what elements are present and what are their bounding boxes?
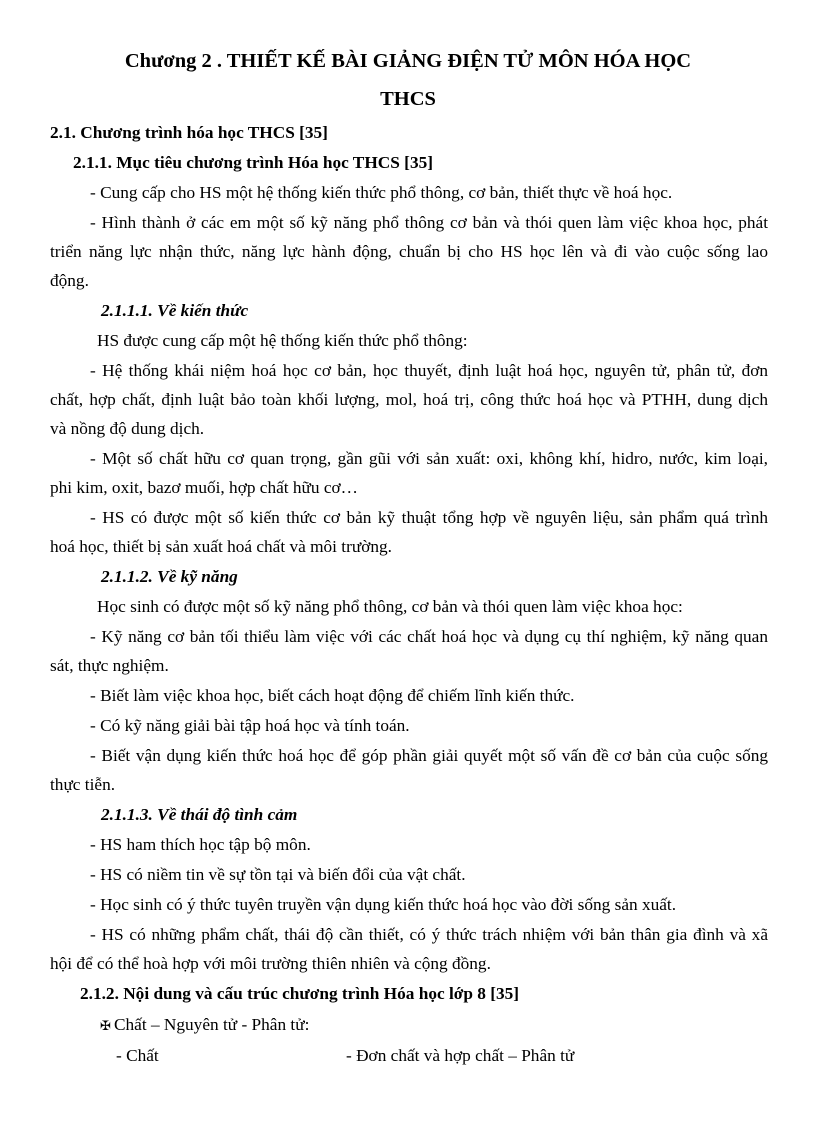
section-heading-2-1: 2.1. Chương trình hóa học THCS [35] bbox=[50, 123, 328, 142]
skills-intro: Học sinh có được một số kỹ năng phổ thông, cơ bản và thói quen làm việc khoa học: bbox=[97, 597, 683, 616]
skills-bullet-4-line-1: - Biết vận dụng kiến thức hoá học để góp phần giải quyết một số vấn đề cơ bản của cuộc sống bbox=[90, 746, 768, 765]
section-heading-2-1-1: 2.1.1. Mục tiêu chương trình Hóa học THCS [35] bbox=[73, 153, 433, 172]
attitude-bullet-4-line-2: hội để có thể hoà hợp với môi trường thiên nhiên và cộng đồng. bbox=[50, 954, 491, 973]
content-item-left: - Chất bbox=[116, 1046, 159, 1065]
attitude-bullet-2: - HS có niềm tin về sự tồn tại và biến đổi của vật chất. bbox=[90, 865, 466, 884]
subheading-knowledge: 2.1.1.1. Về kiến thức bbox=[101, 301, 249, 320]
attitude-bullet-3: - Học sinh có ý thức tuyên truyền vận dụng kiến thức hoá học vào đời sống sản xuất. bbox=[90, 895, 677, 914]
subheading-skills: 2.1.1.2. Về kỹ năng bbox=[101, 567, 238, 586]
skills-bullet-1-line-2: sát, thực nghiệm. bbox=[50, 656, 169, 675]
topic-label: Chất – Nguyên tử - Phân tử: bbox=[114, 1015, 310, 1034]
skills-bullet-3: - Có kỹ năng giải bài tập hoá học và tính toán. bbox=[90, 716, 410, 735]
skills-bullet-4-line-2: thực tiễn. bbox=[50, 775, 116, 794]
knowledge-bullet-1-line-2: chất, hợp chất, định luật bảo toàn khối lượng, mol, hoá trị, công thức hoá học và PTHH, dung dịch bbox=[50, 390, 768, 409]
knowledge-intro: HS được cung cấp một hệ thống kiến thức phổ thông: bbox=[97, 331, 468, 350]
subheading-attitude: 2.1.1.3. Về thái độ tình cảm bbox=[101, 805, 298, 824]
paragraph-objective-2-line-3: động. bbox=[50, 271, 89, 290]
paragraph-objective-2-line-1: - Hình thành ở các em một số kỹ năng phổ thông cơ bản và thói quen làm việc khoa học, phát bbox=[90, 213, 768, 232]
knowledge-bullet-1-line-3: và nồng độ dung dịch. bbox=[50, 419, 205, 438]
skills-bullet-2: - Biết làm việc khoa học, biết cách hoạt động để chiếm lĩnh kiến thức. bbox=[90, 686, 575, 705]
paragraph-objective-2-line-2: triển năng lực nhận thức, năng lực hành động, chuẩn bị cho HS học lên và đi vào cuộc sống lao bbox=[50, 242, 768, 261]
knowledge-bullet-2-line-2: phi kim, oxit, bazơ muối, hợp chất hữu cơ… bbox=[50, 478, 358, 497]
paragraph-objective-1: - Cung cấp cho HS một hệ thống kiến thức phổ thông, cơ bản, thiết thực về hoá học. bbox=[90, 183, 673, 202]
topic-line bbox=[100, 1014, 816, 1037]
content-item-right: - Đơn chất và hợp chất – Phân tử bbox=[346, 1046, 575, 1065]
knowledge-bullet-3-line-1: - HS có được một số kiến thức cơ bản kỹ thuật tổng hợp về nguyên liệu, sản phẩm quá trình bbox=[90, 508, 768, 527]
section-heading-2-1-2: 2.1.2. Nội dung và cấu trúc chương trình Hóa học lớp 8 [35] bbox=[80, 984, 520, 1003]
knowledge-bullet-1-line-1: - Hệ thống khái niệm hoá học cơ bản, học thuyết, định luật hoá học, nguyên tử, phân tử, đơn bbox=[90, 361, 768, 380]
attitude-bullet-4-line-1: - HS có những phẩm chất, thái độ cần thiết, có ý thức trách nhiệm với bản thân gia đình và xã bbox=[90, 925, 768, 944]
knowledge-bullet-2-line-1: - Một số chất hữu cơ quan trọng, gần gũi với sản xuất: oxi, không khí, hidro, nước, kim loại, bbox=[90, 449, 768, 468]
attitude-bullet-1: - HS ham thích học tập bộ môn. bbox=[90, 835, 311, 854]
chapter-title-line-1: Chương 2 . THIẾT KẾ BÀI GIẢNG ĐIỆN TỬ MÔN HÓA HỌC bbox=[124, 50, 692, 72]
chapter-title-line-2: THCS bbox=[380, 88, 436, 110]
knowledge-bullet-3-line-2: hoá học, thiết bị sản xuất hoá chất và môi trường. bbox=[50, 537, 392, 556]
cross-bullet-icon: ✠ bbox=[100, 1018, 111, 1033]
skills-bullet-1-line-1: - Kỹ năng cơ bản tối thiểu làm việc với các chất hoá học và dụng cụ thí nghiệm, kỹ năng quan bbox=[90, 627, 768, 646]
